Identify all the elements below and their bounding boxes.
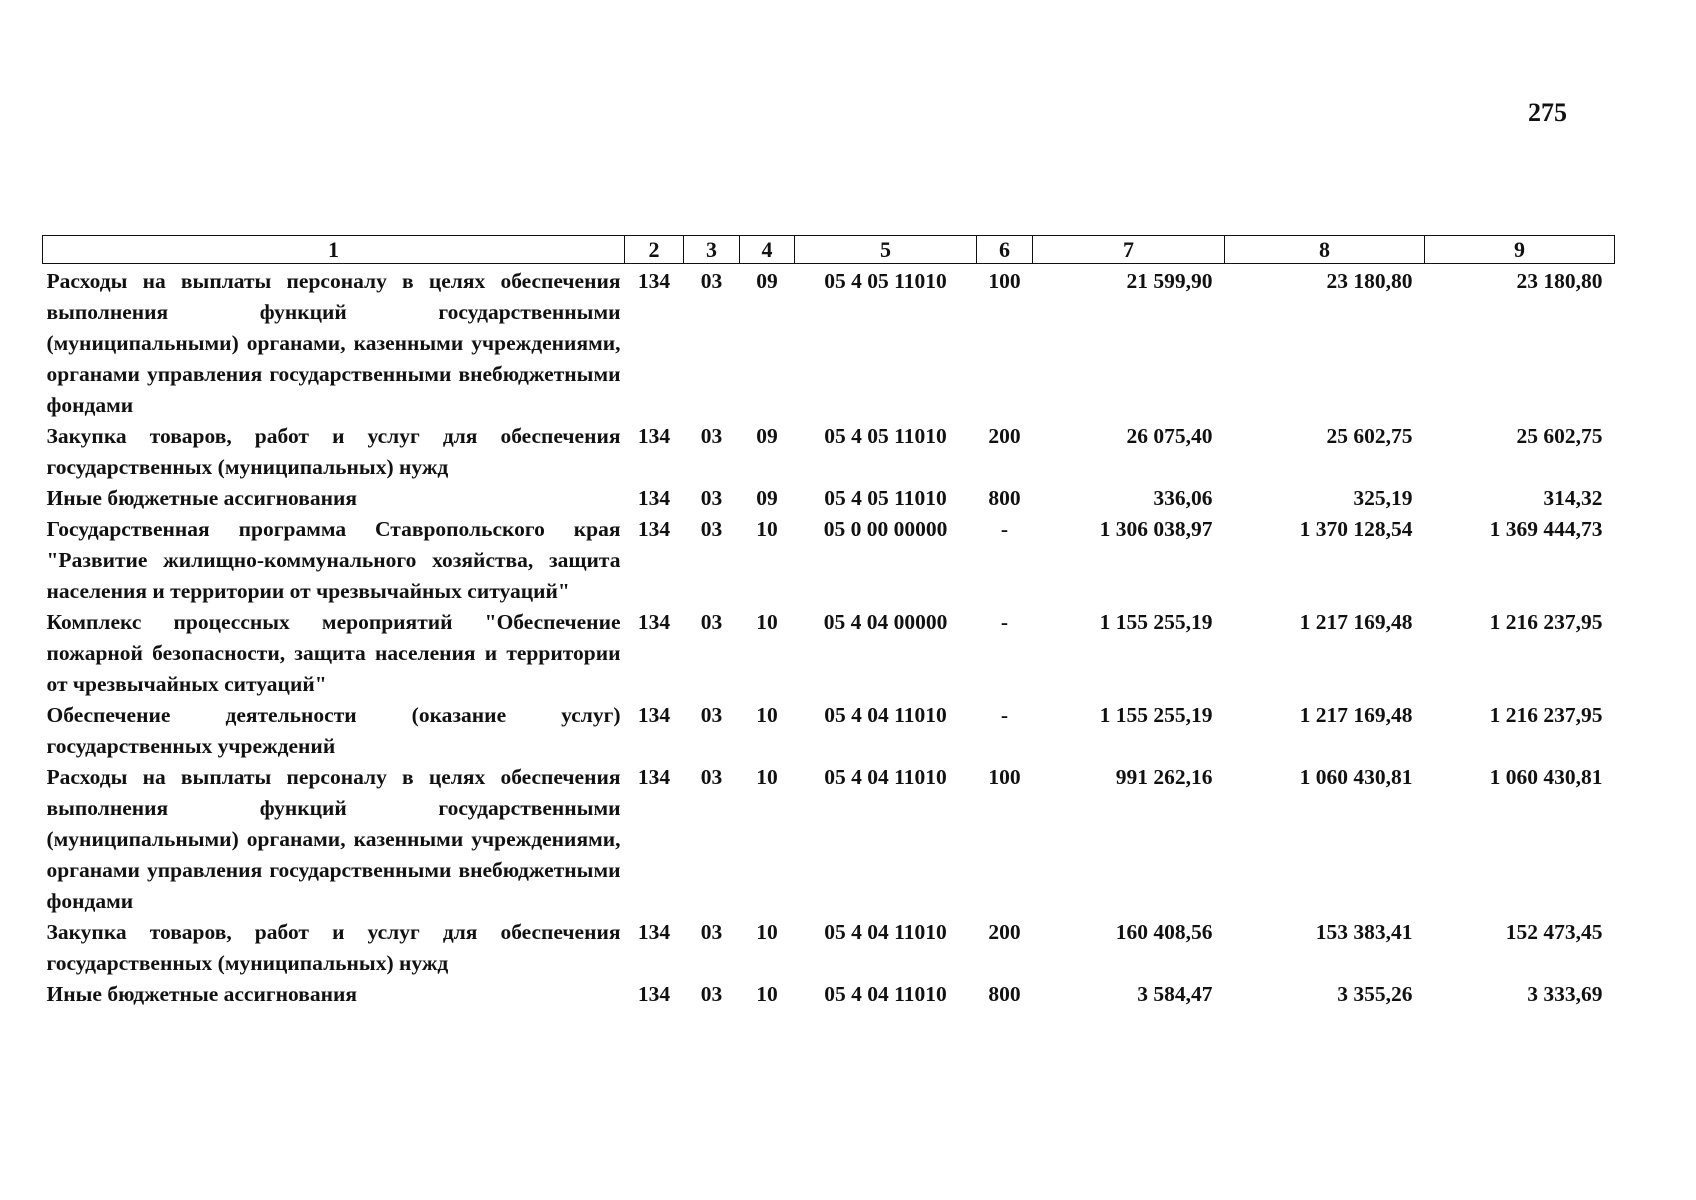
row-expense-type-code: - — [1000, 703, 1009, 727]
row-amount-year-3: 152 473,45 — [1505, 920, 1603, 944]
row-amount-year-3: 1 369 444,73 — [1489, 517, 1603, 541]
row-name: Обеспечение деятельности (оказание услуг) государственных учреждений — [46, 703, 621, 758]
row-amount-year-1: 21 599,90 — [1126, 269, 1213, 293]
row-grbs-code: 134 — [637, 269, 671, 293]
row-grbs-code: 134 — [637, 517, 671, 541]
table-row — [43, 421, 1615, 483]
row-amount-year-1: 26 075,40 — [1126, 424, 1213, 448]
row-name: Комплекс процессных мероприятий "Обеспечение пожарной безопасности, защита населения и территории от чрезвычайных ситуаций" — [46, 610, 621, 696]
row-amount-year-3: 3 333,69 — [1527, 982, 1603, 1006]
row-target-article-code: 05 4 04 11010 — [824, 765, 947, 789]
row-name: Иные бюджетные ассигнования — [46, 982, 358, 1006]
row-section-code: 03 — [700, 424, 723, 448]
row-expense-type-code: 200 — [988, 920, 1021, 944]
budget-table — [42, 235, 1615, 1010]
row-section-code: 03 — [700, 765, 723, 789]
row-amount-year-3: 1 216 237,95 — [1489, 703, 1603, 727]
table-header-row — [43, 236, 1615, 264]
row-amount-year-2: 1 060 430,81 — [1299, 765, 1413, 789]
row-name: Государственная программа Ставропольского края "Развитие жилищно-коммунального хозяйства, защита населения и территории от чрезвычайных ситуаций" — [46, 517, 621, 603]
table-row — [43, 917, 1615, 979]
row-expense-type-code: 800 — [988, 982, 1021, 1006]
row-amount-year-1: 160 408,56 — [1115, 920, 1213, 944]
row-name: Закупка товаров, работ и услуг для обеспечения государственных (муниципальных) нужд — [46, 424, 621, 479]
row-amount-year-1: 991 262,16 — [1115, 765, 1213, 789]
row-section-code: 03 — [700, 703, 723, 727]
row-grbs-code: 134 — [637, 610, 671, 634]
table-row — [43, 607, 1615, 700]
row-grbs-code: 134 — [637, 765, 671, 789]
row-name: Расходы на выплаты персоналу в целях обеспечения выполнения функций государственными (муниципальными) органами, казенными учреждениями, органами управления государственными внебюджетными фондами — [46, 765, 621, 913]
row-amount-year-3: 1 060 430,81 — [1489, 765, 1603, 789]
row-subsection-code: 10 — [756, 920, 778, 944]
table-row — [43, 700, 1615, 762]
row-grbs-code: 134 — [637, 920, 671, 944]
row-section-code: 03 — [700, 486, 723, 510]
row-subsection-code: 09 — [756, 486, 778, 510]
row-grbs-code: 134 — [637, 424, 671, 448]
row-section-code: 03 — [700, 269, 723, 293]
column-header-7: 7 — [1033, 236, 1225, 264]
row-expense-type-code: - — [1000, 517, 1009, 541]
row-section-code: 03 — [700, 920, 723, 944]
column-header-1: 1 — [43, 236, 625, 264]
column-header-6: 6 — [977, 236, 1033, 264]
row-target-article-code: 05 0 00 00000 — [823, 517, 948, 541]
row-name: Закупка товаров, работ и услуг для обеспечения государственных (муниципальных) нужд — [46, 920, 621, 975]
column-header-3: 3 — [684, 236, 740, 264]
table-body — [43, 264, 1615, 1011]
row-grbs-code: 134 — [637, 703, 671, 727]
column-header-9: 9 — [1425, 236, 1615, 264]
row-amount-year-1: 336,06 — [1153, 486, 1213, 510]
row-amount-year-2: 23 180,80 — [1326, 269, 1413, 293]
column-header-8: 8 — [1225, 236, 1425, 264]
table-row — [43, 264, 1615, 422]
row-amount-year-3: 25 602,75 — [1516, 424, 1603, 448]
row-target-article-code: 05 4 04 00000 — [823, 610, 948, 634]
row-grbs-code: 134 — [637, 486, 671, 510]
row-amount-year-3: 314,32 — [1543, 486, 1603, 510]
row-subsection-code: 10 — [756, 982, 778, 1006]
row-name: Иные бюджетные ассигнования — [46, 486, 358, 510]
column-header-5: 5 — [795, 236, 977, 264]
row-expense-type-code: 100 — [988, 765, 1021, 789]
column-header-4: 4 — [740, 236, 795, 264]
row-amount-year-2: 3 355,26 — [1337, 982, 1413, 1006]
row-subsection-code: 09 — [756, 424, 778, 448]
row-expense-type-code: 800 — [988, 486, 1021, 510]
row-amount-year-1: 1 155 255,19 — [1099, 610, 1213, 634]
row-amount-year-2: 25 602,75 — [1326, 424, 1413, 448]
row-amount-year-2: 325,19 — [1353, 486, 1413, 510]
row-expense-type-code: 200 — [988, 424, 1021, 448]
row-target-article-code: 05 4 04 11010 — [824, 920, 947, 944]
table-row — [43, 514, 1615, 607]
row-subsection-code: 10 — [756, 703, 778, 727]
row-subsection-code: 10 — [756, 610, 778, 634]
column-header-2: 2 — [625, 236, 684, 264]
row-amount-year-2: 1 370 128,54 — [1299, 517, 1413, 541]
row-target-article-code: 05 4 05 11010 — [824, 269, 947, 293]
row-amount-year-3: 23 180,80 — [1516, 269, 1603, 293]
row-amount-year-2: 1 217 169,48 — [1299, 703, 1413, 727]
row-amount-year-1: 1 306 038,97 — [1099, 517, 1213, 541]
row-target-article-code: 05 4 04 11010 — [824, 703, 947, 727]
page-number: 275 — [1528, 98, 1567, 127]
row-name: Расходы на выплаты персоналу в целях обеспечения выполнения функций государственными (муниципальными) органами, казенными учреждениями, органами управления государственными внебюджетными фондами — [46, 269, 621, 417]
row-subsection-code: 10 — [756, 517, 778, 541]
row-subsection-code: 09 — [756, 269, 778, 293]
row-amount-year-1: 3 584,47 — [1137, 982, 1213, 1006]
row-amount-year-1: 1 155 255,19 — [1099, 703, 1213, 727]
row-expense-type-code: - — [1000, 610, 1009, 634]
row-subsection-code: 10 — [756, 765, 778, 789]
row-target-article-code: 05 4 05 11010 — [824, 486, 947, 510]
table-row — [43, 762, 1615, 917]
row-target-article-code: 05 4 05 11010 — [824, 424, 947, 448]
row-expense-type-code: 100 — [988, 269, 1021, 293]
row-target-article-code: 05 4 04 11010 — [824, 982, 947, 1006]
table-row — [43, 979, 1615, 1010]
row-amount-year-2: 1 217 169,48 — [1299, 610, 1413, 634]
row-grbs-code: 134 — [637, 982, 671, 1006]
row-section-code: 03 — [700, 610, 723, 634]
row-amount-year-2: 153 383,41 — [1315, 920, 1413, 944]
row-amount-year-3: 1 216 237,95 — [1489, 610, 1603, 634]
row-section-code: 03 — [700, 517, 723, 541]
table-row — [43, 483, 1615, 514]
row-section-code: 03 — [700, 982, 723, 1006]
